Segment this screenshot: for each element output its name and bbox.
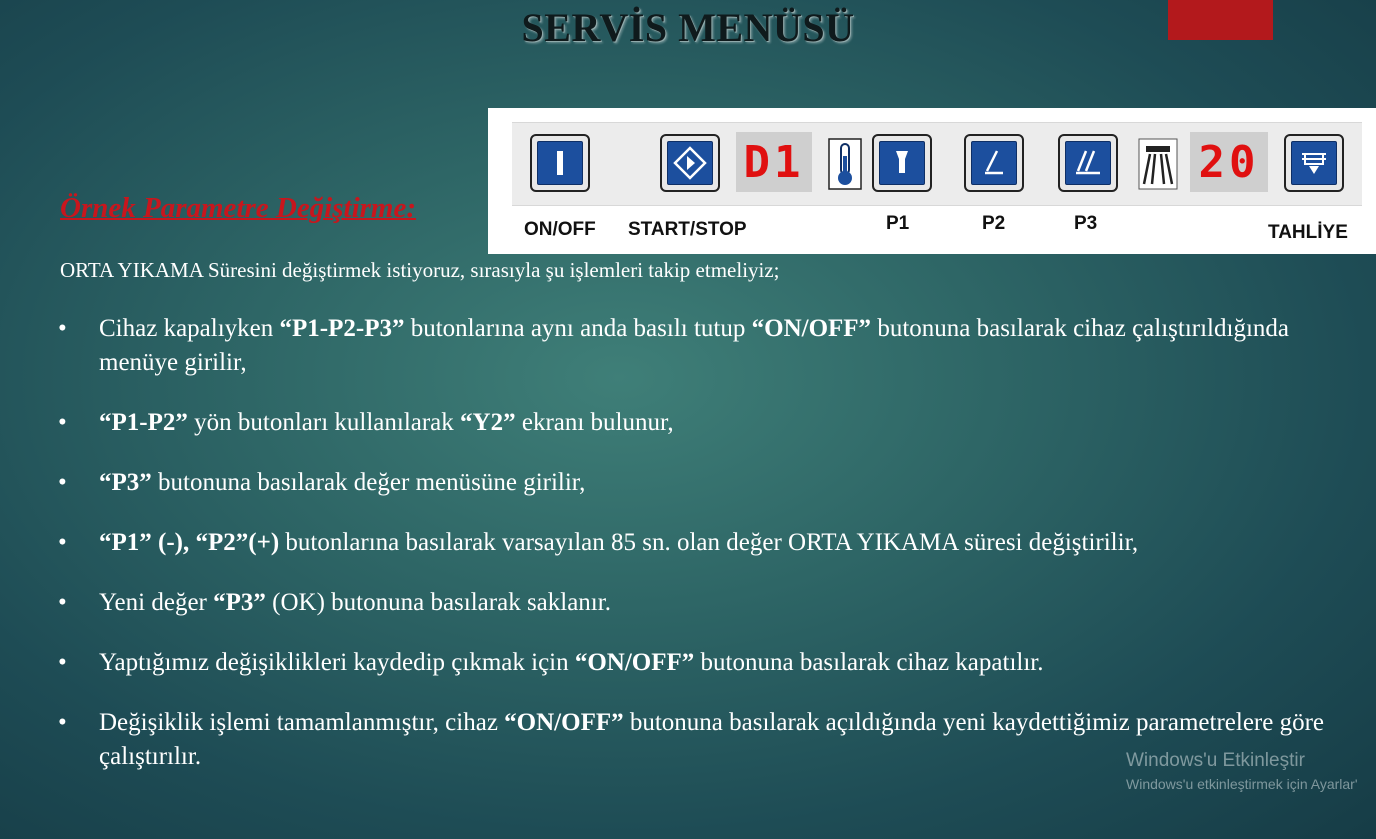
p3-icon — [1073, 148, 1103, 178]
text-span: ekranı bulunur, — [515, 409, 674, 436]
list-item — [58, 406, 1348, 440]
p3-button[interactable] — [1058, 134, 1118, 192]
text-span: (OK) butonuna basılarak saklanır. — [265, 589, 611, 616]
label-p3: P3 — [1074, 213, 1098, 234]
bullet-icon: • — [58, 529, 67, 556]
list-item — [58, 526, 1348, 560]
bold-text: “ON/OFF” — [504, 709, 624, 736]
bullet-icon: • — [58, 589, 67, 616]
activation-watermark — [1126, 750, 1358, 792]
thermometer-icon — [828, 138, 862, 190]
bold-text: “P1-P2” — [99, 409, 188, 436]
p1-button[interactable] — [872, 134, 932, 192]
text-span: Değişiklik işlemi tamamlanmıştır, cihaz — [99, 709, 505, 736]
p2-button[interactable] — [964, 134, 1024, 192]
text-span: yön butonları kullanılarak — [187, 409, 461, 436]
text-span: Yaptığımız değişiklikleri kaydedip çıkmak için — [99, 649, 575, 676]
control-panel-image — [488, 108, 1376, 254]
bullet-icon: • — [58, 709, 67, 736]
text-span: Yeni değer — [99, 589, 214, 616]
start-stop-icon — [673, 146, 707, 180]
text-span: butonuna basılarak cihaz çalıştırıldığında menüye girilir, — [99, 315, 1289, 376]
label-tahliye: TAHLİYE — [1268, 222, 1348, 243]
p2-icon — [981, 148, 1007, 178]
bullet-icon: • — [58, 649, 67, 676]
list-item — [58, 586, 1348, 620]
text-span: Cihaz kapalıyken — [99, 315, 280, 342]
power-icon — [550, 148, 570, 178]
bold-text: “ON/OFF” — [574, 649, 695, 676]
display-right: 20 — [1190, 132, 1268, 192]
label-on-off: ON/OFF — [524, 219, 596, 240]
label-p2: P2 — [982, 213, 1006, 234]
label-start-stop: START/STOP — [628, 219, 747, 240]
watermark-line-2: Windows'u etkinleştirmek için Ayarlar' — [1126, 776, 1358, 792]
instruction-list — [58, 312, 1348, 800]
list-item — [58, 312, 1348, 380]
text-span: butonuna basılarak açıldığında yeni kaydettiğimiz parametrelere göre çalıştırılır. — [99, 709, 1325, 770]
drain-icon — [1299, 148, 1329, 178]
bullet-icon: • — [58, 315, 67, 342]
bold-text: “P1” (-), “P2”(+) — [99, 529, 280, 556]
page-title: SERVİS MENÜSÜ — [521, 5, 855, 50]
text-span: butonlarına basılarak varsayılan 85 sn. olan değer ORTA YIKAMA süresi değiştirilir, — [279, 529, 1139, 556]
text-span: butonlarına aynı anda basılı tutup — [404, 315, 752, 342]
label-p1: P1 — [886, 213, 910, 234]
bold-text: “P1-P2-P3” — [279, 315, 405, 342]
text-span: butonuna basılarak cihaz kapatılır. — [694, 649, 1044, 676]
display-left: D1 — [736, 132, 812, 192]
intro-text: ORTA YIKAMA Süresini değiştirmek istiyoruz, sırasıyla şu işlemleri takip etmeliyiz; — [60, 258, 780, 282]
on-off-button[interactable] — [530, 134, 590, 192]
bold-text: “P3” — [213, 589, 266, 616]
start-stop-button[interactable] — [660, 134, 720, 192]
list-item — [58, 646, 1348, 680]
section-subtitle: Örnek Parametre Değiştirme: — [60, 192, 417, 224]
watermark-line-1: Windows'u Etkinleştir — [1126, 750, 1305, 771]
bullet-icon: • — [58, 469, 67, 496]
bullet-icon: • — [58, 409, 67, 436]
p1-icon — [891, 148, 913, 178]
shower-icon — [1138, 138, 1178, 190]
bold-text: “P3” — [99, 469, 152, 496]
text-span: butonuna basılarak değer menüsüne girilir, — [151, 469, 586, 496]
tahliye-button[interactable] — [1284, 134, 1344, 192]
bold-text: “ON/OFF” — [751, 315, 872, 342]
list-item — [58, 466, 1348, 500]
bold-text: “Y2” — [460, 409, 516, 436]
red-accent-box — [1168, 0, 1273, 40]
